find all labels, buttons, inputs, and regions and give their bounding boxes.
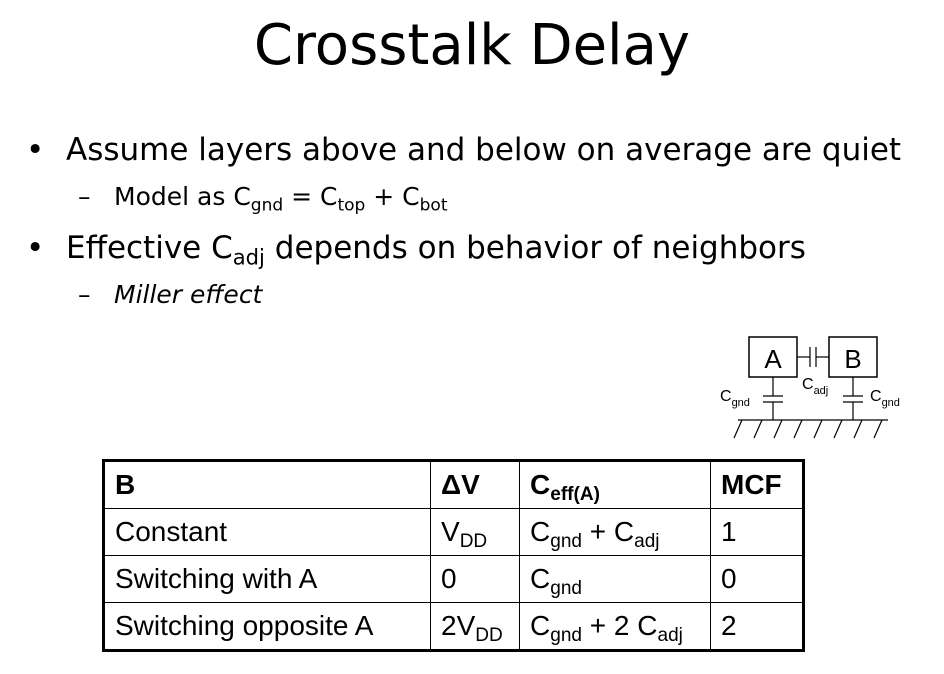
cell-mcf: 0	[711, 556, 804, 603]
slide-title: Crosstalk Delay	[253, 13, 691, 78]
cell-delta-v: $V_{DD}$	[431, 509, 520, 556]
cell-c-eff: $C_{gnd}$	[520, 556, 711, 603]
table-row	[104, 509, 804, 556]
header-delta-v: ΔV	[431, 461, 520, 509]
right-ground-capacitor-symbol	[843, 377, 863, 420]
header-c-eff: $C_{eff(A)}$	[520, 461, 711, 509]
table-header-row	[104, 461, 804, 509]
cell-b: Constant	[104, 509, 431, 556]
sub-bullet-1-text: Model as $C_{gnd} = C_{top} + C_{bot}$	[114, 182, 448, 216]
cell-b: Switching opposite A	[104, 603, 431, 651]
bullet-1-text: Assume layers above and below on average are quiet	[66, 132, 902, 168]
bullet-marker: •	[26, 132, 45, 168]
cell-mcf: 2	[711, 603, 804, 651]
cell-mcf: 1	[711, 509, 804, 556]
sub-bullet-2-text: Miller effect	[114, 280, 263, 309]
miller-coupling-factor-table	[102, 459, 805, 652]
table-row	[104, 556, 804, 603]
cell-c-eff: $C_{gnd} + 2$ $C_{adj}$	[520, 603, 711, 651]
cell-c-eff: $C_{gnd} + C_{adj}$	[520, 509, 711, 556]
coupling-capacitance-diagram	[712, 334, 912, 446]
bullet-2-text: Effective $C_{adj}$ depends on behavior of neighbors	[66, 230, 806, 270]
header-b: B	[104, 461, 431, 509]
node-b-label: B	[844, 344, 862, 374]
c-gnd-left-label: $C_{gnd}$	[720, 388, 750, 409]
cell-delta-v: 0	[431, 556, 520, 603]
cell-delta-v: $2V_{DD}$	[431, 603, 520, 651]
sub-bullet-marker: –	[78, 280, 91, 309]
coupling-capacitor-symbol	[797, 347, 829, 367]
c-adj-label: $C_{adj}$	[802, 376, 829, 397]
bullet-marker: •	[26, 230, 45, 266]
left-ground-capacitor-symbol	[763, 377, 783, 420]
node-a-label: A	[764, 344, 782, 374]
ground-plane-symbol	[734, 420, 888, 438]
table-row	[104, 603, 804, 651]
cell-b: Switching with A	[104, 556, 431, 603]
header-mcf: MCF	[711, 461, 804, 509]
sub-bullet-marker: –	[78, 182, 91, 211]
c-gnd-right-label: $C_{gnd}$	[870, 388, 900, 409]
